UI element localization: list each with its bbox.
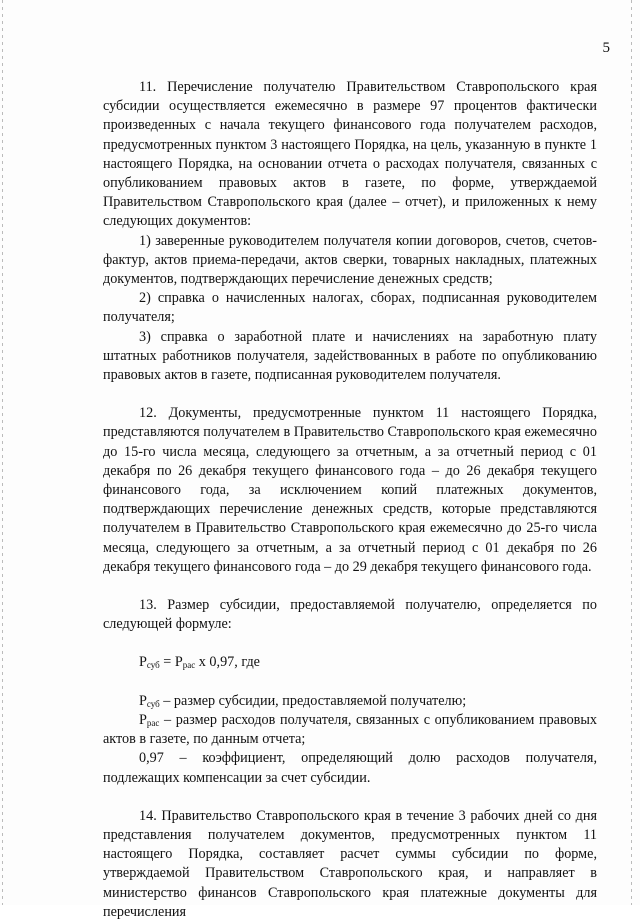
paragraph-11-item-2: 2) справка о начисленных налогах, сборах, подписанная руководителем получателя; — [103, 290, 597, 326]
page-number: 5 — [602, 40, 610, 56]
def-subsidy-subscript: суб — [146, 698, 160, 709]
paragraph-14: 14. Правительство Ставропольского края в течение 3 рабочих дней со дня представления получателем документов, предусмотренных пунктом 11 настоящего Порядка, составляет расчет суммы субсидии по форме, утверждаемой Правительством Ставропольского края, и направляет в министерство финансов Ставропольского края платежные документы для перечисления — [103, 807, 597, 920]
formula-tail: х 0,97, где — [195, 654, 260, 671]
paragraph-12: 12. Документы, предусмотренные пунктом 11 настоящего Порядка, представляются получателем в Правительство Ставропольского края ежемесячно до 15-го числа месяца, следующего за отчетным, а за отчетный период с 01 декабря по 26 декабря текущего финансового года – до 26 декабря текущего финансового года, за исключением копий платежных документов, подтверждающих перечисление денежных средств, которые представляются получателем в Правительство Ставропольского края ежемесячно до 25-го числа месяца, следующего за отчетным, а за отчетный период с 01 декабря по 26 декабря текущего финансового года – до 29 декабря текущего финансового года. — [103, 405, 597, 575]
formula-rhs-symbol: P — [174, 654, 183, 671]
paragraph-11-item-3: 3) справка о заработной плате и начислениях на заработную плату штатных работников получателя, задействованных в работе по опубликованию правовых актов в газете, подписанная руководителем получателя. — [103, 328, 597, 384]
definition-subsidy — [103, 692, 597, 711]
scan-edge-left — [2, 0, 3, 905]
def-subsidy-text: – размер субсидии, предоставляемой получателю; — [159, 692, 467, 709]
document-body — [103, 78, 597, 922]
definition-coefficient: 0,97 – коэффициент, определяющий долю расходов получателя, подлежащих компенсации за счет субсидии. — [103, 750, 597, 786]
def-expenses-subscript: рас — [146, 717, 160, 728]
formula-lhs-symbol: P — [139, 654, 147, 671]
definition-expenses — [103, 711, 597, 749]
formula-lhs-subscript: суб — [146, 660, 160, 671]
paragraph-spacer — [103, 673, 597, 692]
paragraph-spacer — [103, 577, 597, 596]
paragraph-11-item-1: 1) заверенные руководителем получателя копии договоров, счетов, счетов-фактур, актов приема-передачи, актов сверки, товарных накладных, платежных документов, подтверждающих перечисление денежных средств; — [103, 232, 597, 288]
def-expenses-symbol: P — [139, 711, 147, 728]
def-subsidy-symbol: P — [139, 692, 147, 709]
subsidy-formula — [103, 653, 597, 672]
paragraph-11-intro: 11. Перечисление получателю Правительством Ставропольского края субсидии осуществляется ежемесячно в размере 97 процентов фактически произведенных с начала текущего финансового года получателем расходов, предусмотренных пунктом 3 настоящего Порядка, на цель, указанную в пункте 1 настоящего Порядка, на основании отчета о расходах получателя, связанных с опубликованием правовых актов в газете, по форме, утверждаемой Правительством Ставропольского края (далее – отчет), и приложенных к нему следующих документов: — [103, 79, 597, 230]
scan-edge-right — [631, 0, 632, 905]
paragraph-spacer — [103, 634, 597, 653]
paragraph-spacer — [103, 788, 597, 807]
paragraph-spacer — [103, 385, 597, 404]
formula-equals: = — [159, 654, 175, 671]
formula-rhs-subscript: рас — [182, 660, 196, 671]
paragraph-13-intro: 13. Размер субсидии, предоставляемой получателю, определяется по следующей формуле: — [103, 597, 597, 633]
def-expenses-text: – размер расходов получателя, связанных с опубликованием правовых актов в газете, по данным отчета; — [103, 711, 597, 748]
